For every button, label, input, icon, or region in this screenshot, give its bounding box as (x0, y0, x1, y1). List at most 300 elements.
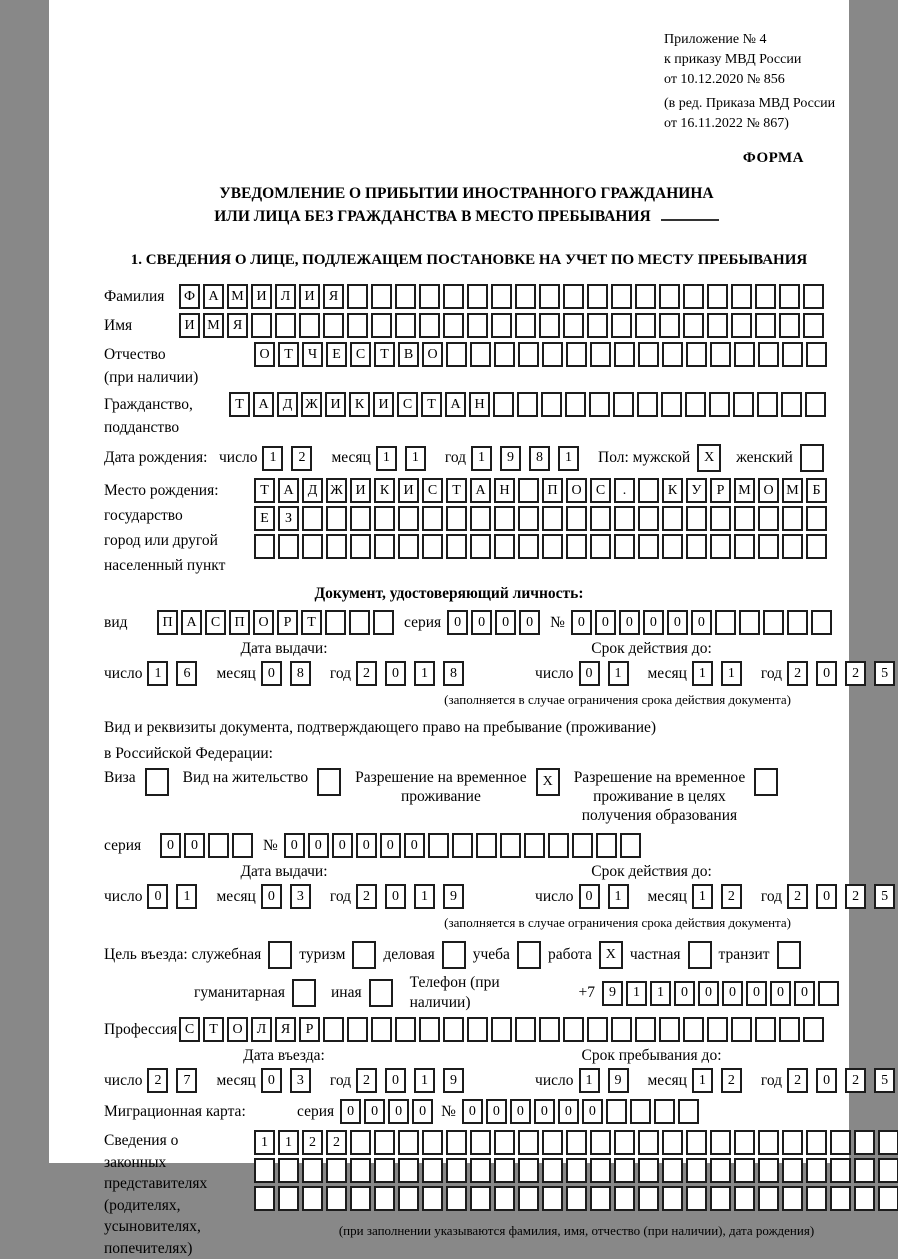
form-cell[interactable] (494, 534, 515, 559)
form-cell[interactable] (830, 1158, 851, 1183)
form-cell[interactable] (662, 534, 683, 559)
form-cell[interactable] (494, 342, 515, 367)
form-cell[interactable] (398, 1186, 419, 1211)
form-cell[interactable]: 2 (845, 1068, 866, 1093)
form-cell[interactable] (515, 284, 536, 309)
form-cell[interactable]: С (590, 478, 611, 503)
form-cell[interactable] (707, 1017, 728, 1042)
form-cell[interactable] (830, 1186, 851, 1211)
form-cell[interactable] (325, 610, 346, 635)
form-cell[interactable] (369, 979, 393, 1007)
form-cell[interactable] (590, 1158, 611, 1183)
form-cell[interactable] (614, 1186, 635, 1211)
form-cell[interactable] (350, 1130, 371, 1155)
form-cell[interactable] (854, 1130, 875, 1155)
form-cell[interactable]: 0 (816, 884, 837, 909)
form-cell[interactable] (755, 1017, 776, 1042)
form-cell[interactable]: 2 (147, 1068, 168, 1093)
form-cell[interactable]: Е (254, 506, 275, 531)
form-cell[interactable]: 0 (261, 884, 282, 909)
form-cell[interactable] (452, 833, 473, 858)
form-cell[interactable]: Л (251, 1017, 272, 1042)
form-cell[interactable]: 0 (582, 1099, 603, 1124)
form-cell[interactable] (446, 534, 467, 559)
form-cell[interactable]: М (782, 478, 803, 503)
form-cell[interactable] (539, 313, 560, 338)
form-cell[interactable] (638, 1130, 659, 1155)
form-cell[interactable]: 0 (519, 610, 540, 635)
form-cell[interactable] (422, 1130, 443, 1155)
form-cell[interactable]: Т (301, 610, 322, 635)
form-cell[interactable] (878, 1186, 898, 1211)
form-cell[interactable] (611, 284, 632, 309)
form-cell[interactable] (419, 284, 440, 309)
form-cell[interactable] (806, 534, 827, 559)
form-cell[interactable] (395, 1017, 416, 1042)
form-cell[interactable] (323, 1017, 344, 1042)
form-cell[interactable] (494, 506, 515, 531)
form-cell[interactable] (374, 1186, 395, 1211)
form-cell[interactable]: Н (469, 392, 490, 417)
form-cell[interactable] (589, 392, 610, 417)
form-cell[interactable] (662, 1158, 683, 1183)
form-cell[interactable]: О (758, 478, 779, 503)
form-cell[interactable] (422, 1186, 443, 1211)
form-cell[interactable]: А (470, 478, 491, 503)
form-cell[interactable]: М (203, 313, 224, 338)
form-cell[interactable] (494, 1130, 515, 1155)
form-cell[interactable] (854, 1158, 875, 1183)
form-cell[interactable] (566, 1186, 587, 1211)
form-cell[interactable] (347, 313, 368, 338)
form-cell[interactable]: 0 (558, 1099, 579, 1124)
form-cell[interactable]: 0 (674, 981, 695, 1006)
form-cell[interactable] (638, 478, 659, 503)
form-cell[interactable]: Р (710, 478, 731, 503)
form-cell[interactable]: В (398, 342, 419, 367)
form-cell[interactable]: 2 (356, 1068, 377, 1093)
form-cell[interactable]: 3 (290, 1068, 311, 1093)
form-cell[interactable] (590, 534, 611, 559)
form-cell[interactable]: 0 (364, 1099, 385, 1124)
form-cell[interactable]: Т (229, 392, 250, 417)
form-cell[interactable] (446, 1130, 467, 1155)
form-cell[interactable] (350, 1186, 371, 1211)
form-cell[interactable]: 0 (385, 661, 406, 686)
form-cell[interactable] (707, 284, 728, 309)
form-cell[interactable]: И (299, 284, 320, 309)
form-cell[interactable] (470, 534, 491, 559)
form-cell[interactable] (302, 1158, 323, 1183)
form-cell[interactable]: 8 (443, 661, 464, 686)
form-cell[interactable] (805, 392, 826, 417)
form-cell[interactable] (710, 342, 731, 367)
form-cell[interactable] (739, 610, 760, 635)
form-cell[interactable] (662, 506, 683, 531)
form-cell[interactable]: 0 (816, 661, 837, 686)
form-cell[interactable]: 9 (602, 981, 623, 1006)
form-cell[interactable]: 0 (667, 610, 688, 635)
form-cell[interactable] (350, 1158, 371, 1183)
form-cell[interactable] (803, 284, 824, 309)
form-cell[interactable] (782, 1186, 803, 1211)
form-cell[interactable] (758, 1130, 779, 1155)
form-cell[interactable] (638, 1186, 659, 1211)
form-cell[interactable] (422, 506, 443, 531)
form-cell[interactable] (683, 313, 704, 338)
form-cell[interactable]: 0 (619, 610, 640, 635)
form-cell[interactable] (347, 1017, 368, 1042)
form-cell[interactable]: 1 (414, 1068, 435, 1093)
form-cell[interactable] (491, 313, 512, 338)
form-cell[interactable] (518, 1186, 539, 1211)
form-cell[interactable] (419, 313, 440, 338)
form-cell[interactable]: И (398, 478, 419, 503)
form-cell[interactable] (145, 768, 169, 796)
form-cell[interactable]: 2 (721, 884, 742, 909)
form-cell[interactable] (563, 313, 584, 338)
form-cell[interactable]: 0 (579, 884, 600, 909)
form-cell[interactable] (541, 392, 562, 417)
form-cell[interactable] (326, 1158, 347, 1183)
form-cell[interactable]: Л (275, 284, 296, 309)
form-cell[interactable] (590, 1186, 611, 1211)
form-cell[interactable] (326, 506, 347, 531)
form-cell[interactable] (302, 506, 323, 531)
form-cell[interactable]: 0 (385, 1068, 406, 1093)
form-cell[interactable]: 1 (692, 661, 713, 686)
form-cell[interactable]: X (536, 768, 560, 796)
form-cell[interactable] (470, 1130, 491, 1155)
form-cell[interactable]: 3 (290, 884, 311, 909)
form-cell[interactable] (254, 1158, 275, 1183)
form-cell[interactable]: 1 (471, 446, 492, 471)
form-cell[interactable] (606, 1099, 627, 1124)
form-cell[interactable] (542, 534, 563, 559)
form-cell[interactable]: 2 (787, 661, 808, 686)
form-cell[interactable] (878, 1158, 898, 1183)
form-cell[interactable]: 0 (147, 884, 168, 909)
form-cell[interactable] (779, 284, 800, 309)
form-cell[interactable] (614, 342, 635, 367)
form-cell[interactable] (662, 342, 683, 367)
form-cell[interactable] (715, 610, 736, 635)
form-cell[interactable]: 6 (176, 661, 197, 686)
form-cell[interactable]: 0 (816, 1068, 837, 1093)
form-cell[interactable] (782, 506, 803, 531)
form-cell[interactable]: 2 (302, 1130, 323, 1155)
form-cell[interactable] (800, 444, 824, 472)
form-cell[interactable]: 2 (845, 661, 866, 686)
form-cell[interactable]: 0 (340, 1099, 361, 1124)
form-cell[interactable] (758, 1158, 779, 1183)
form-cell[interactable] (398, 534, 419, 559)
form-cell[interactable] (542, 506, 563, 531)
form-cell[interactable] (590, 1130, 611, 1155)
form-cell[interactable]: 5 (874, 884, 895, 909)
form-cell[interactable]: С (179, 1017, 200, 1042)
form-cell[interactable] (442, 941, 466, 969)
form-cell[interactable] (661, 392, 682, 417)
form-cell[interactable]: 0 (388, 1099, 409, 1124)
form-cell[interactable]: 0 (261, 661, 282, 686)
form-cell[interactable] (779, 313, 800, 338)
form-cell[interactable]: 0 (643, 610, 664, 635)
form-cell[interactable]: А (278, 478, 299, 503)
form-cell[interactable]: 1 (278, 1130, 299, 1155)
form-cell[interactable]: О (566, 478, 587, 503)
form-cell[interactable] (613, 392, 634, 417)
form-cell[interactable] (278, 1186, 299, 1211)
form-cell[interactable] (678, 1099, 699, 1124)
form-cell[interactable]: 2 (291, 446, 312, 471)
form-cell[interactable] (685, 392, 706, 417)
form-cell[interactable]: Д (302, 478, 323, 503)
form-cell[interactable]: Я (227, 313, 248, 338)
form-cell[interactable] (630, 1099, 651, 1124)
form-cell[interactable]: М (227, 284, 248, 309)
form-cell[interactable] (494, 1158, 515, 1183)
form-cell[interactable]: 0 (510, 1099, 531, 1124)
form-cell[interactable] (542, 1130, 563, 1155)
form-cell[interactable]: 9 (443, 884, 464, 909)
form-cell[interactable]: 0 (404, 833, 425, 858)
form-cell[interactable]: А (203, 284, 224, 309)
form-cell[interactable] (302, 534, 323, 559)
form-cell[interactable] (254, 1186, 275, 1211)
form-cell[interactable]: 0 (380, 833, 401, 858)
form-cell[interactable] (398, 1130, 419, 1155)
form-cell[interactable]: 0 (486, 1099, 507, 1124)
form-cell[interactable]: 8 (290, 661, 311, 686)
form-cell[interactable]: 7 (176, 1068, 197, 1093)
form-cell[interactable]: 0 (595, 610, 616, 635)
form-cell[interactable]: 0 (770, 981, 791, 1006)
form-cell[interactable] (731, 284, 752, 309)
form-cell[interactable]: 0 (160, 833, 181, 858)
form-cell[interactable] (777, 941, 801, 969)
form-cell[interactable]: Т (446, 478, 467, 503)
form-cell[interactable]: Т (421, 392, 442, 417)
form-cell[interactable] (491, 1017, 512, 1042)
form-cell[interactable] (688, 941, 712, 969)
form-cell[interactable] (758, 534, 779, 559)
form-cell[interactable] (350, 534, 371, 559)
form-cell[interactable]: 1 (608, 884, 629, 909)
form-cell[interactable]: Ф (179, 284, 200, 309)
form-cell[interactable] (566, 534, 587, 559)
form-cell[interactable]: Р (299, 1017, 320, 1042)
form-cell[interactable] (542, 1186, 563, 1211)
form-cell[interactable]: 1 (721, 661, 742, 686)
form-cell[interactable] (811, 610, 832, 635)
form-cell[interactable] (806, 1130, 827, 1155)
form-cell[interactable] (686, 1186, 707, 1211)
form-cell[interactable] (323, 313, 344, 338)
form-cell[interactable]: 1 (176, 884, 197, 909)
form-cell[interactable] (779, 1017, 800, 1042)
form-cell[interactable] (548, 833, 569, 858)
form-cell[interactable] (565, 392, 586, 417)
form-cell[interactable] (620, 833, 641, 858)
form-cell[interactable]: И (179, 313, 200, 338)
form-cell[interactable] (755, 284, 776, 309)
form-cell[interactable]: А (253, 392, 274, 417)
form-cell[interactable] (763, 610, 784, 635)
form-cell[interactable]: Ж (326, 478, 347, 503)
form-cell[interactable] (446, 1186, 467, 1211)
form-cell[interactable] (443, 1017, 464, 1042)
form-cell[interactable] (539, 1017, 560, 1042)
form-cell[interactable]: К (662, 478, 683, 503)
form-cell[interactable] (371, 284, 392, 309)
form-cell[interactable] (566, 342, 587, 367)
form-cell[interactable]: 9 (443, 1068, 464, 1093)
form-cell[interactable] (803, 313, 824, 338)
form-cell[interactable] (374, 1130, 395, 1155)
form-cell[interactable]: 5 (874, 661, 895, 686)
form-cell[interactable] (518, 1130, 539, 1155)
form-cell[interactable] (782, 1158, 803, 1183)
form-cell[interactable]: 0 (698, 981, 719, 1006)
form-cell[interactable]: 2 (787, 1068, 808, 1093)
form-cell[interactable] (758, 1186, 779, 1211)
form-cell[interactable] (686, 1130, 707, 1155)
form-cell[interactable] (654, 1099, 675, 1124)
form-cell[interactable] (524, 833, 545, 858)
form-cell[interactable]: Я (275, 1017, 296, 1042)
form-cell[interactable] (566, 1130, 587, 1155)
form-cell[interactable]: 2 (845, 884, 866, 909)
form-cell[interactable] (662, 1130, 683, 1155)
form-cell[interactable] (590, 506, 611, 531)
form-cell[interactable] (374, 1158, 395, 1183)
form-cell[interactable] (398, 506, 419, 531)
form-cell[interactable] (350, 506, 371, 531)
form-cell[interactable]: 2 (326, 1130, 347, 1155)
form-cell[interactable] (563, 284, 584, 309)
form-cell[interactable] (709, 392, 730, 417)
form-cell[interactable]: 0 (261, 1068, 282, 1093)
form-cell[interactable] (806, 506, 827, 531)
form-cell[interactable]: Д (277, 392, 298, 417)
form-cell[interactable] (659, 1017, 680, 1042)
form-cell[interactable] (635, 313, 656, 338)
form-cell[interactable]: 5 (874, 1068, 895, 1093)
form-cell[interactable] (818, 981, 839, 1006)
form-cell[interactable]: 0 (412, 1099, 433, 1124)
form-cell[interactable]: 0 (794, 981, 815, 1006)
form-cell[interactable] (659, 284, 680, 309)
form-cell[interactable]: 0 (284, 833, 305, 858)
form-cell[interactable]: С (205, 610, 226, 635)
form-cell[interactable] (638, 534, 659, 559)
form-cell[interactable] (515, 313, 536, 338)
form-cell[interactable] (757, 392, 778, 417)
form-cell[interactable]: 0 (385, 884, 406, 909)
form-cell[interactable] (635, 1017, 656, 1042)
form-cell[interactable] (517, 392, 538, 417)
form-cell[interactable] (572, 833, 593, 858)
form-cell[interactable]: 0 (571, 610, 592, 635)
form-cell[interactable] (587, 1017, 608, 1042)
form-cell[interactable] (467, 1017, 488, 1042)
form-cell[interactable]: 1 (692, 884, 713, 909)
form-cell[interactable] (470, 1158, 491, 1183)
form-cell[interactable] (373, 610, 394, 635)
form-cell[interactable] (686, 534, 707, 559)
form-cell[interactable]: 8 (529, 446, 550, 471)
form-cell[interactable] (734, 1186, 755, 1211)
form-cell[interactable]: И (350, 478, 371, 503)
form-cell[interactable] (806, 1158, 827, 1183)
form-cell[interactable]: П (229, 610, 250, 635)
form-cell[interactable]: 1 (405, 446, 426, 471)
form-cell[interactable] (781, 392, 802, 417)
form-cell[interactable]: 1 (650, 981, 671, 1006)
form-cell[interactable]: Т (278, 342, 299, 367)
form-cell[interactable] (428, 833, 449, 858)
form-cell[interactable] (683, 1017, 704, 1042)
form-cell[interactable] (518, 506, 539, 531)
form-cell[interactable] (686, 1158, 707, 1183)
form-cell[interactable] (467, 284, 488, 309)
form-cell[interactable] (347, 284, 368, 309)
form-cell[interactable] (494, 1186, 515, 1211)
form-cell[interactable] (566, 1158, 587, 1183)
form-cell[interactable]: 1 (579, 1068, 600, 1093)
form-cell[interactable]: . (614, 478, 635, 503)
form-cell[interactable] (517, 941, 541, 969)
form-cell[interactable] (446, 506, 467, 531)
form-cell[interactable]: И (325, 392, 346, 417)
form-cell[interactable]: 0 (308, 833, 329, 858)
form-cell[interactable] (542, 1158, 563, 1183)
form-cell[interactable]: У (686, 478, 707, 503)
form-cell[interactable] (758, 342, 779, 367)
form-cell[interactable] (232, 833, 253, 858)
form-cell[interactable] (806, 342, 827, 367)
form-cell[interactable]: К (374, 478, 395, 503)
form-cell[interactable]: 0 (722, 981, 743, 1006)
form-cell[interactable]: 2 (356, 661, 377, 686)
form-cell[interactable]: 1 (262, 446, 283, 471)
form-cell[interactable] (563, 1017, 584, 1042)
form-cell[interactable] (587, 313, 608, 338)
form-cell[interactable] (302, 1186, 323, 1211)
form-cell[interactable]: Р (277, 610, 298, 635)
form-cell[interactable] (251, 313, 272, 338)
form-cell[interactable] (443, 284, 464, 309)
form-cell[interactable]: П (542, 478, 563, 503)
form-cell[interactable]: Б (806, 478, 827, 503)
form-cell[interactable]: 0 (332, 833, 353, 858)
form-cell[interactable]: Т (203, 1017, 224, 1042)
form-cell[interactable] (349, 610, 370, 635)
form-cell[interactable]: 1 (692, 1068, 713, 1093)
form-cell[interactable] (710, 534, 731, 559)
form-cell[interactable] (278, 1158, 299, 1183)
form-cell[interactable] (268, 941, 292, 969)
form-cell[interactable]: 0 (579, 661, 600, 686)
form-cell[interactable] (734, 1130, 755, 1155)
form-cell[interactable]: Я (323, 284, 344, 309)
form-cell[interactable] (782, 342, 803, 367)
form-cell[interactable] (518, 478, 539, 503)
form-cell[interactable]: 1 (376, 446, 397, 471)
form-cell[interactable] (326, 1186, 347, 1211)
form-cell[interactable] (638, 1158, 659, 1183)
